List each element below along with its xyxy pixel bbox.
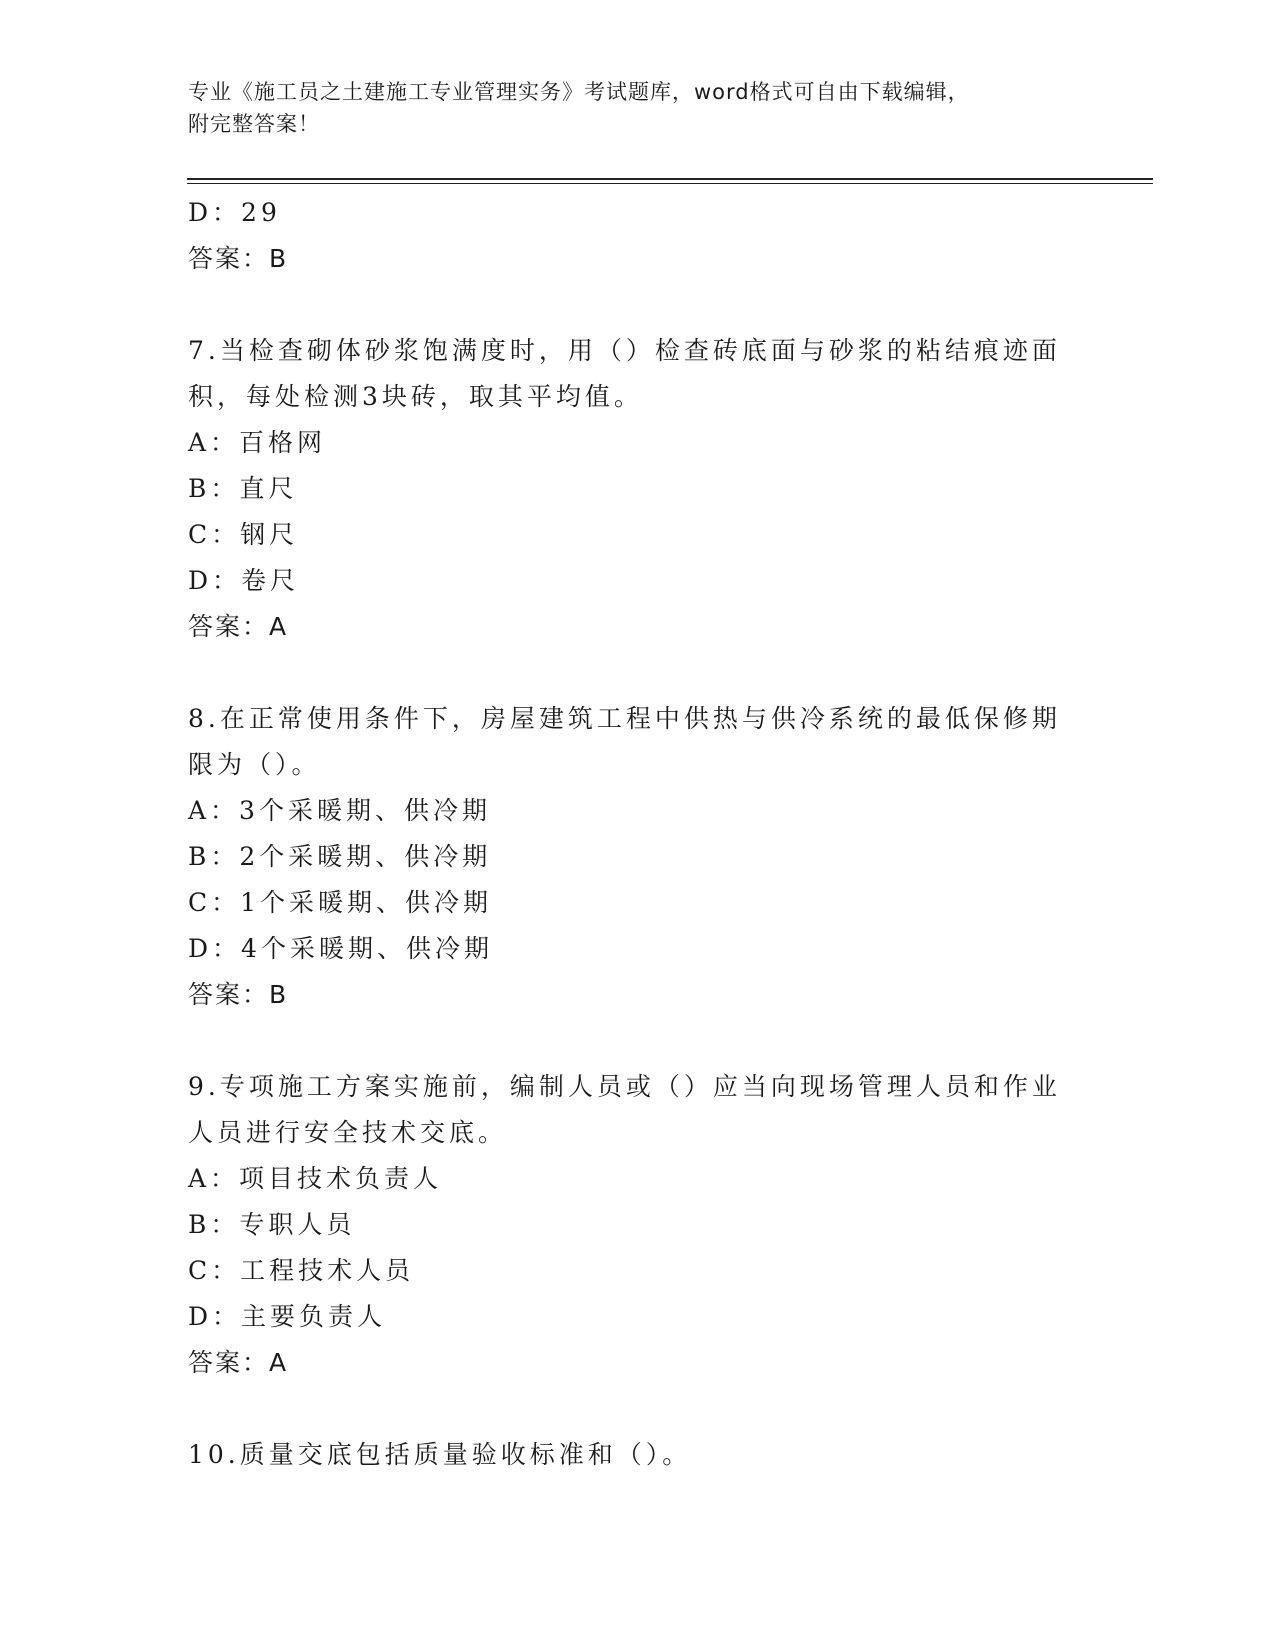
question-8 xyxy=(188,696,1088,1018)
option-c: C：工程技术人员 xyxy=(188,1256,415,1285)
page-header xyxy=(188,76,1068,140)
prev-option-d: D：29 xyxy=(188,198,281,227)
header-line-2: 附完整答案！ xyxy=(188,112,320,136)
spacer xyxy=(188,1386,1088,1432)
question-stem: 限为（）。 xyxy=(188,750,321,779)
option-b: B：直尺 xyxy=(188,474,298,503)
header-line-1: 专业《施工员之土建施工专业管理实务》考试题库，word格式可自由下载编辑， xyxy=(188,80,970,104)
header-rule-thin xyxy=(187,183,1153,184)
prev-answer: 答案：B xyxy=(188,244,289,273)
spacer xyxy=(188,650,1088,696)
answer: 答案：A xyxy=(188,1348,289,1377)
question-stem: 7.当检查砌体砂浆饱满度时，用（）检查砖底面与砂浆的粘结痕迹面 xyxy=(188,336,1061,365)
option-d: D：主要负责人 xyxy=(188,1302,387,1331)
option-a: A：百格网 xyxy=(188,428,327,457)
question-list xyxy=(188,190,1088,1478)
option-c: C：1个采暖期、供冷期 xyxy=(188,888,493,917)
option-d: D：卷尺 xyxy=(188,566,300,595)
answer: 答案：A xyxy=(188,612,289,641)
answer: 答案：B xyxy=(188,980,289,1009)
spacer xyxy=(188,1018,1088,1064)
question-stem: 人员进行安全技术交底。 xyxy=(188,1118,508,1147)
question-7 xyxy=(188,328,1088,650)
spacer xyxy=(188,282,1088,328)
question-stem: 8.在正常使用条件下，房屋建筑工程中供热与供冷系统的最低保修期 xyxy=(188,704,1061,733)
option-d: D：4个采暖期、供冷期 xyxy=(188,934,493,963)
option-a: A：项目技术负责人 xyxy=(188,1164,443,1193)
option-c: C：钢尺 xyxy=(188,520,299,549)
question-stem: 10.质量交底包括质量验收标准和（）。 xyxy=(188,1440,692,1469)
option-b: B：2个采暖期、供冷期 xyxy=(188,842,492,871)
question-stem: 积，每处检测3块砖，取其平均值。 xyxy=(188,382,643,411)
header-rule-thick xyxy=(187,178,1153,180)
option-b: B：专职人员 xyxy=(188,1210,356,1239)
question-stem: 9.专项施工方案实施前，编制人员或（）应当向现场管理人员和作业 xyxy=(188,1072,1061,1101)
option-a: A：3个采暖期、供冷期 xyxy=(188,796,491,825)
question-10 xyxy=(188,1432,1088,1478)
question-9 xyxy=(188,1064,1088,1386)
